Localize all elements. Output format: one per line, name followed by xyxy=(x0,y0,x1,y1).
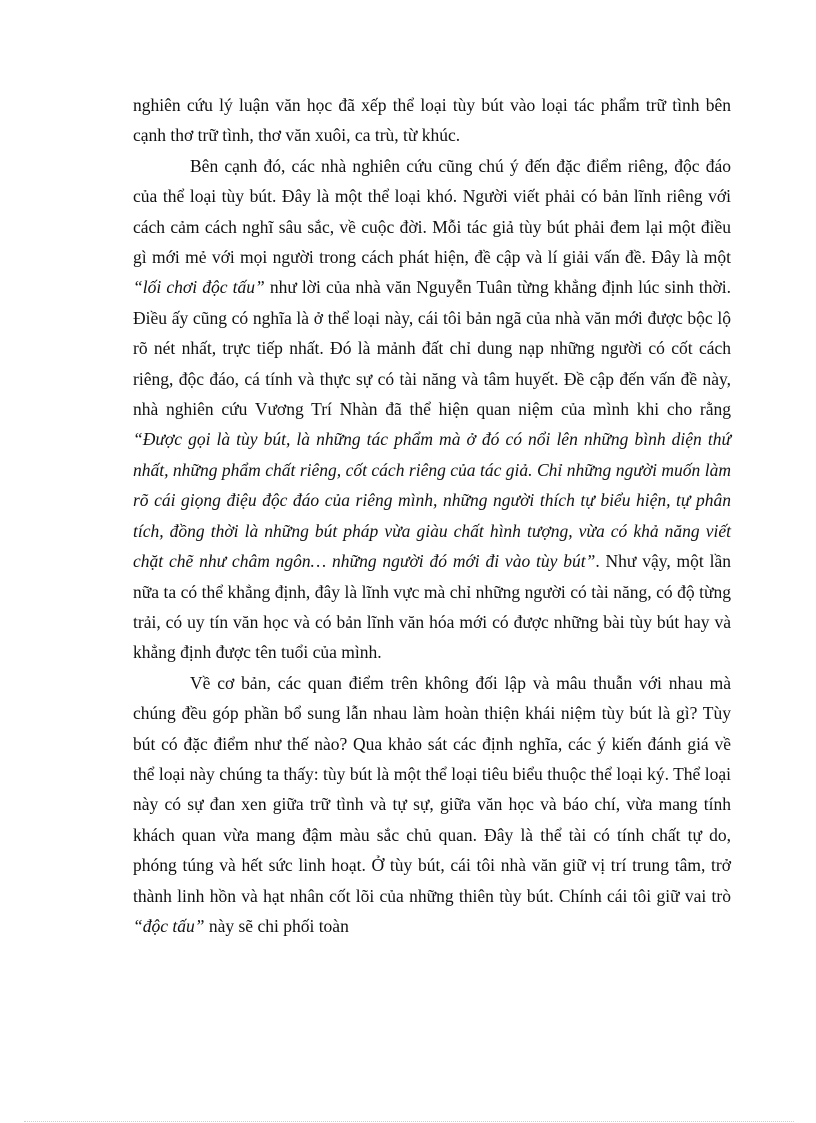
paragraph-3 xyxy=(133,668,731,942)
text-run: nghiên cứu lý luận văn học đã xếp thể loại tùy bút vào loại tác phẩm trữ tình bên cạnh thơ trữ tình, thơ văn xuôi, ca trù, từ khúc. xyxy=(133,95,731,146)
page-bottom-divider xyxy=(24,1121,794,1122)
paragraph-1 xyxy=(133,90,731,151)
text-run: Bên cạnh đó, các nhà nghiên cứu cũng chú ý đến đặc điểm riêng, độc đáo của thể loại tùy bút. Đây là một thể loại khó. Người viết phải có bản lĩnh riêng với cách cảm cách nghĩ sâu sắc, về cuộc đời. Mỗi tác giả tùy bút phải đem lại một điều gì mới mẻ với mọi người trong cách phát hiện, đề cập và lí giải vấn đề. Đây là một xyxy=(133,155,731,268)
italic-quote: “lối chơi độc tấu” xyxy=(133,277,265,298)
body-text xyxy=(133,90,731,941)
text-run: này sẽ chi phối toàn xyxy=(204,915,349,936)
text-run: như lời của nhà văn Nguyễn Tuân từng khẳng định lúc sinh thời. Điều ấy cũng có nghĩa là ở thể loại này, cái tôi bản ngã của nhà văn mới được bộc lộ rõ nét nhất, trực tiếp nhất. Đó là mảnh đất chỉ dung nạp những người có cốt cách riêng, độc đáo, cá tính và thực sự có tài năng và tâm huyết. Đề cập đến vấn đề này, nhà nghiên cứu Vương Trí Nhàn đã thể hiện quan niệm của mình khi cho rằng xyxy=(133,277,731,420)
paragraph-2 xyxy=(133,151,731,668)
text-run: Về cơ bản, các quan điểm trên không đối lập và mâu thuẫn với nhau mà chúng đều góp phần bổ sung lẫn nhau làm hoàn thiện khái niệm tùy bút là gì? Tùy bút có đặc điểm như thế nào? Qua khảo sát các định nghĩa, các ý kiến đánh giá về thể loại này chúng ta thấy: tùy bút là một thể loại tiêu biểu thuộc thể loại ký. Thể loại này có sự đan xen giữa trữ tình và tự sự, giữa văn học và báo chí, vừa mang tính khách quan vừa mang đậm màu sắc chủ quan. Đây là thể tài có tính chất tự do, phóng túng và hết sức linh hoạt. Ở tùy bút, cái tôi nhà văn giữ vị trí trung tâm, trở thành linh hồn và hạt nhân cốt lõi của những thiên tùy bút. Chính cái tôi giữ vai trò xyxy=(133,672,731,906)
italic-quote: “Được gọi là tùy bút, là những tác phẩm mà ở đó có nổi lên những bình diện thứ nhất, những phẩm chất riêng, cốt cách riêng của tác giả. Chỉ những người muốn làm rõ cái giọng điệu độc đáo của riêng mình, những người thích tự biểu hiện, tự phân tích, đồng thời là những bút pháp vừa giàu chất hình tượng, vừa có khả năng viết chặt chẽ như châm ngôn… những người đó mới đi vào tùy bút” xyxy=(133,429,731,572)
text-run: . Như vậy, một lần nữa ta có thể khẳng định, đây là lĩnh vực mà chỉ những người có tài năng, có độ từng trải, có uy tín văn học và có bản lĩnh văn hóa mới có được những bài tùy bút hay và khẳng định được tên tuổi của mình. xyxy=(133,551,731,663)
italic-quote: “độc tấu” xyxy=(133,915,205,936)
